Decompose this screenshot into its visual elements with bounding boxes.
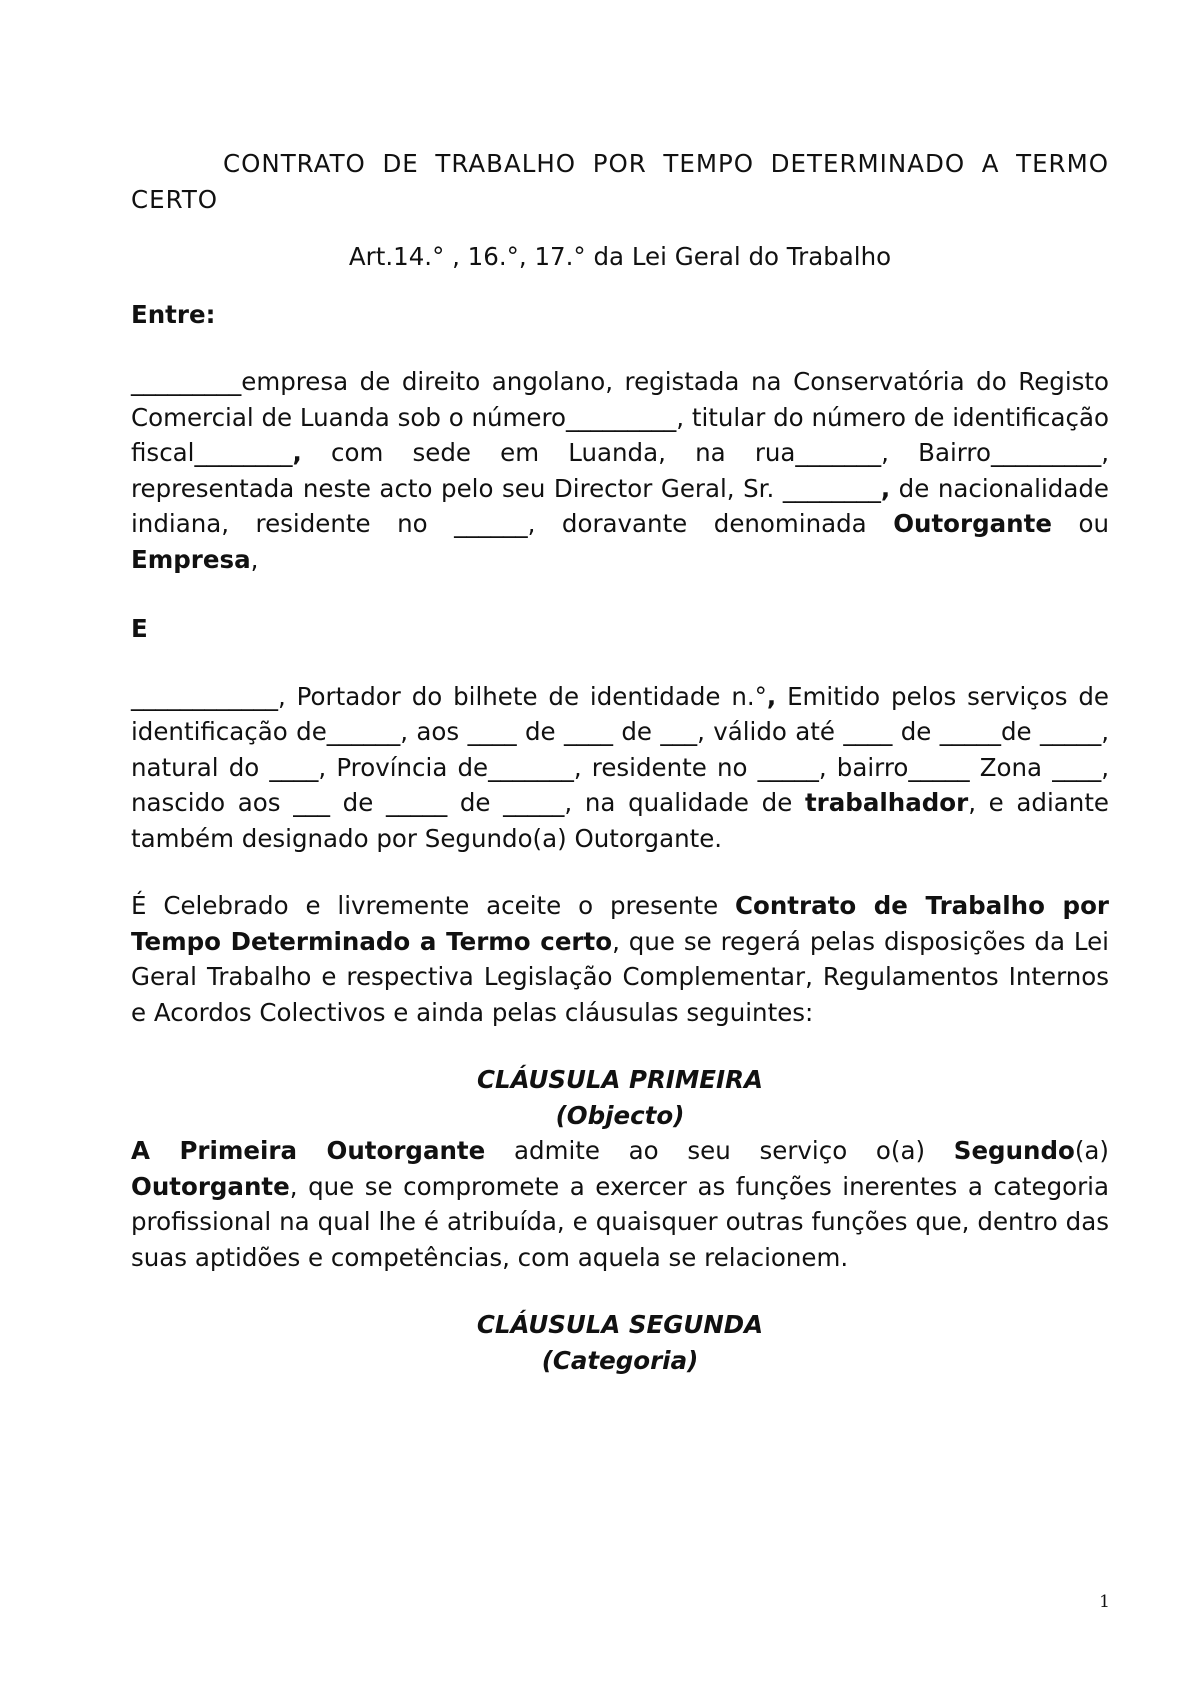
party1-text-1: _________empresa de direito angolano, registada na Conservatória do Registo Comercial de Luanda sob o número_________, titular do número de identificação fiscal________: [131, 367, 1109, 467]
party1-text-2: com sede em Luanda, na rua_______, Bairro_________, representada neste acto pelo seu Director Geral, Sr. ________: [131, 438, 1109, 503]
party2-text-1: ____________, Portador do bilhete de identidade n.°: [131, 681, 767, 711]
e-label: E: [131, 614, 148, 643]
clausula1-heading: CLÁUSULA PRIMEIRA: [477, 1065, 763, 1094]
contract-type-term: Contrato de Trabalho por Tempo Determinado a Termo certo: [131, 891, 1109, 956]
celebrado-paragraph: [131, 888, 1109, 1030]
party1-paragraph: [131, 364, 1109, 577]
clausula1-paragraph: [131, 1133, 1109, 1275]
outorgante-term: Outorgante: [893, 509, 1052, 538]
segundo-term: Segundo: [953, 1136, 1075, 1165]
celebrado-text-2: , que se regerá pelas disposições da Lei Geral Trabalho e respectiva Legislação Complementar, Regulamentos Internos e Acordos Colectivos e ainda pelas cláusulas seguintes:: [131, 926, 1109, 1027]
party2-text-2: Emitido pelos serviços de identificação de______, aos ____ de ____ de ___, válido até ____ de _____de _____, natural do ____, Província de_______, residente no _____, bairro_____ Zona ____, nascido aos ___ de _____ de _____, na qualidade de: [131, 681, 1110, 817]
clausula1-subheading: (Objecto): [555, 1100, 685, 1130]
party2-text-3: , e adiante também designado por Segundo(a) Outorgante.: [131, 788, 1110, 853]
entre-label: Entre:: [131, 299, 216, 329]
clausula1-text-3: , que se compromete a exercer as funções inerentes a categoria profissional na qual lhe é atribuída, e quaisquer outras funções que, dentro das suas aptidões e competências, com aquela se relacionem.: [131, 1171, 1109, 1272]
clausula2-subheading: (Categoria): [541, 1345, 699, 1375]
page-number: 1: [1099, 1592, 1110, 1612]
party1-comma-2: ,: [880, 473, 891, 503]
party1-text-5: ,: [250, 544, 259, 574]
primeira-outorgante-term: A Primeira Outorgante: [131, 1136, 486, 1165]
legal-reference: Art.14.° , 16.°, 17.° da Lei Geral do Trabalho: [348, 242, 892, 271]
empresa-term: Empresa: [131, 544, 251, 574]
party1-text-3: de nacionalidade indiana, residente no ______, doravante denominada: [131, 473, 1109, 538]
party1-comma-1: ,: [292, 438, 302, 467]
trabalhador-term: trabalhador: [804, 788, 969, 817]
document-body: [131, 146, 1109, 1378]
party2-paragraph: [131, 679, 1109, 857]
party2-comma: ,: [766, 681, 777, 711]
document-title: CONTRATO DE TRABALHO POR TEMPO DETERMINADO A TERMO CERTO: [131, 149, 1109, 214]
outorgante-term-2: Outorgante: [131, 1171, 290, 1201]
party1-text-4: ou: [1051, 509, 1109, 538]
clausula1-text-2: (a): [1074, 1136, 1109, 1165]
clausula2-heading: CLÁUSULA SEGUNDA: [476, 1310, 764, 1339]
celebrado-text-1: É Celebrado e livremente aceite o presente: [131, 891, 736, 920]
clausula1-text-1: admite ao seu serviço o(a): [485, 1136, 954, 1165]
